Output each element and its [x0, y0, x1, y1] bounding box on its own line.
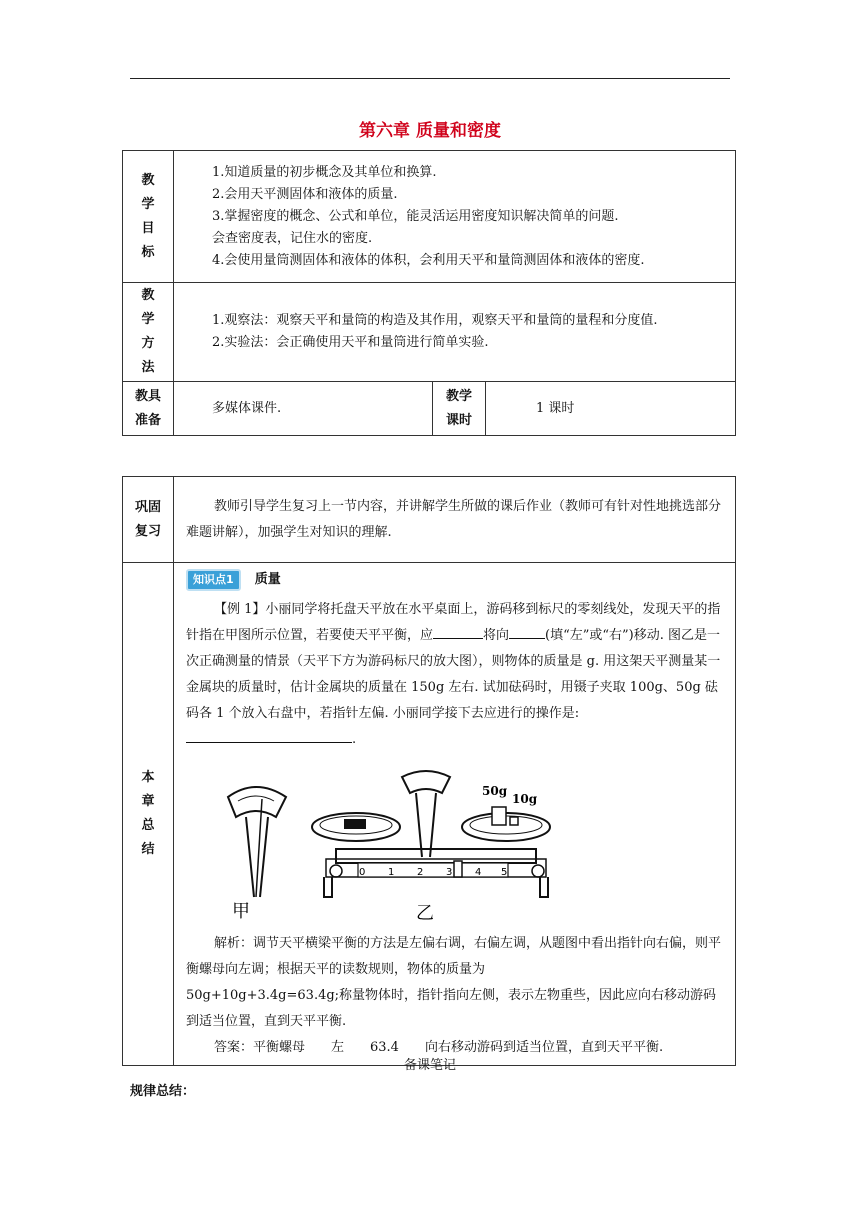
rider-ruler [358, 863, 508, 877]
methods-label: 教学方法 [123, 283, 174, 382]
lesson-info-table [122, 150, 736, 436]
review-cell [174, 477, 736, 563]
methods-cell [174, 283, 736, 382]
header-rule [130, 78, 730, 79]
rule-summary-label: 规律总结： [130, 1084, 196, 1099]
ruler-tick: 1 [388, 867, 395, 878]
goal-line: 1.知道质量的初步概念及其单位和换算. [212, 164, 437, 180]
knowledge-point-title: 质量 [254, 572, 281, 587]
answer-blank [509, 624, 545, 639]
answer-blank [433, 624, 483, 639]
method-line: 2.实验法：会正确使用天平和量筒进行简单实验. [212, 335, 489, 350]
example-text: 【例 1】小丽同学将托盘天平放在水平桌面上，游码移到标尺的零刻线处，发现天平的指针指在甲图所示位置，若要使天平平衡，应 将向 (填“左”或“右”)移动. 图乙是一次正确测量的情景（天平下方为游码标尺的放大图），则物体的质量是 g. 用这架天平测量某一金属块的质量时，估计金属块的质量在 150g 左右. 试加砝码时，用镊子夹取 100g、50g 砝码各 1 个放入右盘中，若指针左偏. 小丽同学接下去应进行的操作是:. [186, 602, 721, 747]
analysis-text: 解析：调节天平横梁平衡的方法是左偏右调，右偏左调，从题图中看出指针向右偏，则平衡螺母向左调；根据天平的读数规则，物体的质量为 [186, 936, 722, 977]
svg-text:50g: 50g [482, 784, 508, 798]
ruler-tick: 5 [501, 867, 508, 878]
review-label: 巩固复习 [123, 477, 174, 563]
page-title: 第六章 质量和密度 [359, 121, 501, 141]
balance-figure [216, 757, 556, 927]
goals-label: 教学目标 [123, 151, 174, 283]
balance-scale-figure [312, 771, 550, 924]
method-line: 1.观察法：观察天平和量筒的构造及其作用，观察天平和量筒的量程和分度值. [212, 313, 658, 328]
answer-blank [186, 728, 352, 743]
summary-cell [174, 563, 736, 1066]
answer-text: 答案：平衡螺母 左 63.4 向右移动游码到适当位置，直到天平平衡. [214, 1040, 664, 1055]
tools-label: 教具准备 [123, 382, 174, 436]
goals-cell [174, 151, 736, 283]
prep-notes-label: 备课笔记 [403, 1058, 456, 1073]
ruler-tick: 2 [417, 867, 424, 878]
object-block [344, 819, 366, 829]
hours-value: 1 课时 [486, 382, 736, 436]
hours-label: 教学课时 [433, 382, 486, 436]
svg-text:10g: 10g [512, 792, 538, 806]
goal-line: 2.会用天平测固体和液体的质量. [212, 186, 398, 202]
goal-line: 3.掌握密度的概念、公式和单位，能灵活运用密度知识解决简单的问题. [212, 208, 619, 224]
figure-label-jia: 甲 [232, 901, 250, 922]
figure-label-yi: 乙 [416, 903, 434, 924]
summary-label: 本章总结 [123, 563, 174, 1066]
knowledge-point-badge: 知识点1 [186, 569, 241, 591]
rider [454, 861, 462, 877]
lesson-body-table [122, 476, 736, 1066]
weight-50g [492, 807, 506, 825]
goal-line: 会查密度表，记住水的密度. [212, 230, 373, 246]
weight-10g [510, 817, 518, 825]
tools-value: 多媒体课件. [174, 382, 433, 436]
ruler-tick: 0 [359, 867, 366, 878]
analysis-text-cont: 50g+10g+3.4g=63.4g;称量物体时，指针指向左侧，表示左物重些，因此应向右移动游码到适当位置，直到天平平衡. [186, 988, 717, 1029]
review-text: 教师引导学生复习上一节内容，并讲解学生所做的课后作业（教师可有针对性地挑选部分难题讲解），加强学生对知识的理解. [186, 498, 722, 540]
goal-line: 4.会使用量筒测固体和液体的体积，会利用天平和量筒测固体和液体的密度. [212, 252, 645, 268]
ruler-tick: 4 [475, 867, 482, 878]
ruler-tick: 3 [446, 867, 453, 878]
pointer-dial-figure [228, 787, 286, 922]
